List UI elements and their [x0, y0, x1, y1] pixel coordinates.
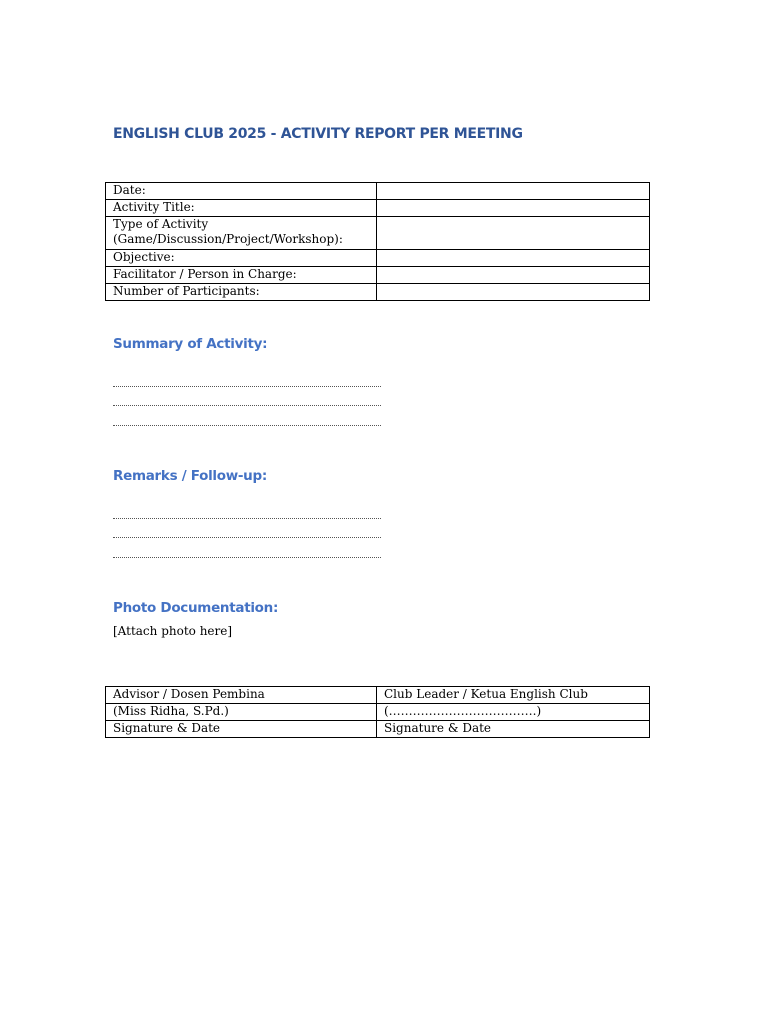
page-title: ENGLISH CLUB 2025 - ACTIVITY REPORT PER MEETING — [113, 126, 523, 142]
activity-type-field[interactable] — [377, 217, 650, 250]
summary-heading: Summary of Activity: — [113, 336, 268, 352]
activity-title-field[interactable] — [377, 200, 650, 217]
remarks-line-3[interactable] — [113, 557, 381, 558]
date-field[interactable] — [377, 183, 650, 200]
table-row-date — [106, 183, 650, 200]
participants-label: Number of Participants: — [106, 284, 377, 301]
activity-type-label: Type of Activity (Game/Discussion/Project/Workshop): — [106, 217, 377, 250]
date-label: Date: — [106, 183, 377, 200]
table-row-activity-title — [106, 200, 650, 217]
table-row-facilitator — [106, 267, 650, 284]
advisor-name: (Miss Ridha, S.Pd.) — [106, 704, 377, 721]
facilitator-label: Facilitator / Person in Charge: — [106, 267, 377, 284]
summary-line-1[interactable] — [113, 386, 381, 387]
table-row-participants — [106, 284, 650, 301]
objective-field[interactable] — [377, 250, 650, 267]
summary-line-2[interactable] — [113, 405, 381, 406]
facilitator-field[interactable] — [377, 267, 650, 284]
remarks-line-2[interactable] — [113, 537, 381, 538]
advisor-signature-field[interactable]: Signature & Date — [106, 721, 377, 738]
table-row-signatures — [106, 721, 650, 738]
photo-heading: Photo Documentation: — [113, 600, 279, 616]
signature-table — [105, 686, 650, 738]
participants-field[interactable] — [377, 284, 650, 301]
photo-placeholder: [Attach photo here] — [113, 624, 233, 638]
leader-name-field[interactable]: (……………………………….) — [377, 704, 650, 721]
table-row-activity-type — [106, 217, 650, 250]
advisor-role: Advisor / Dosen Pembina — [106, 687, 377, 704]
activity-info-table — [105, 182, 650, 301]
summary-line-3[interactable] — [113, 425, 381, 426]
table-row-objective — [106, 250, 650, 267]
activity-title-label: Activity Title: — [106, 200, 377, 217]
table-row-roles — [106, 687, 650, 704]
objective-label: Objective: — [106, 250, 377, 267]
table-row-names — [106, 704, 650, 721]
remarks-heading: Remarks / Follow-up: — [113, 468, 267, 484]
leader-signature-field[interactable]: Signature & Date — [377, 721, 650, 738]
leader-role: Club Leader / Ketua English Club — [377, 687, 650, 704]
remarks-line-1[interactable] — [113, 518, 381, 519]
